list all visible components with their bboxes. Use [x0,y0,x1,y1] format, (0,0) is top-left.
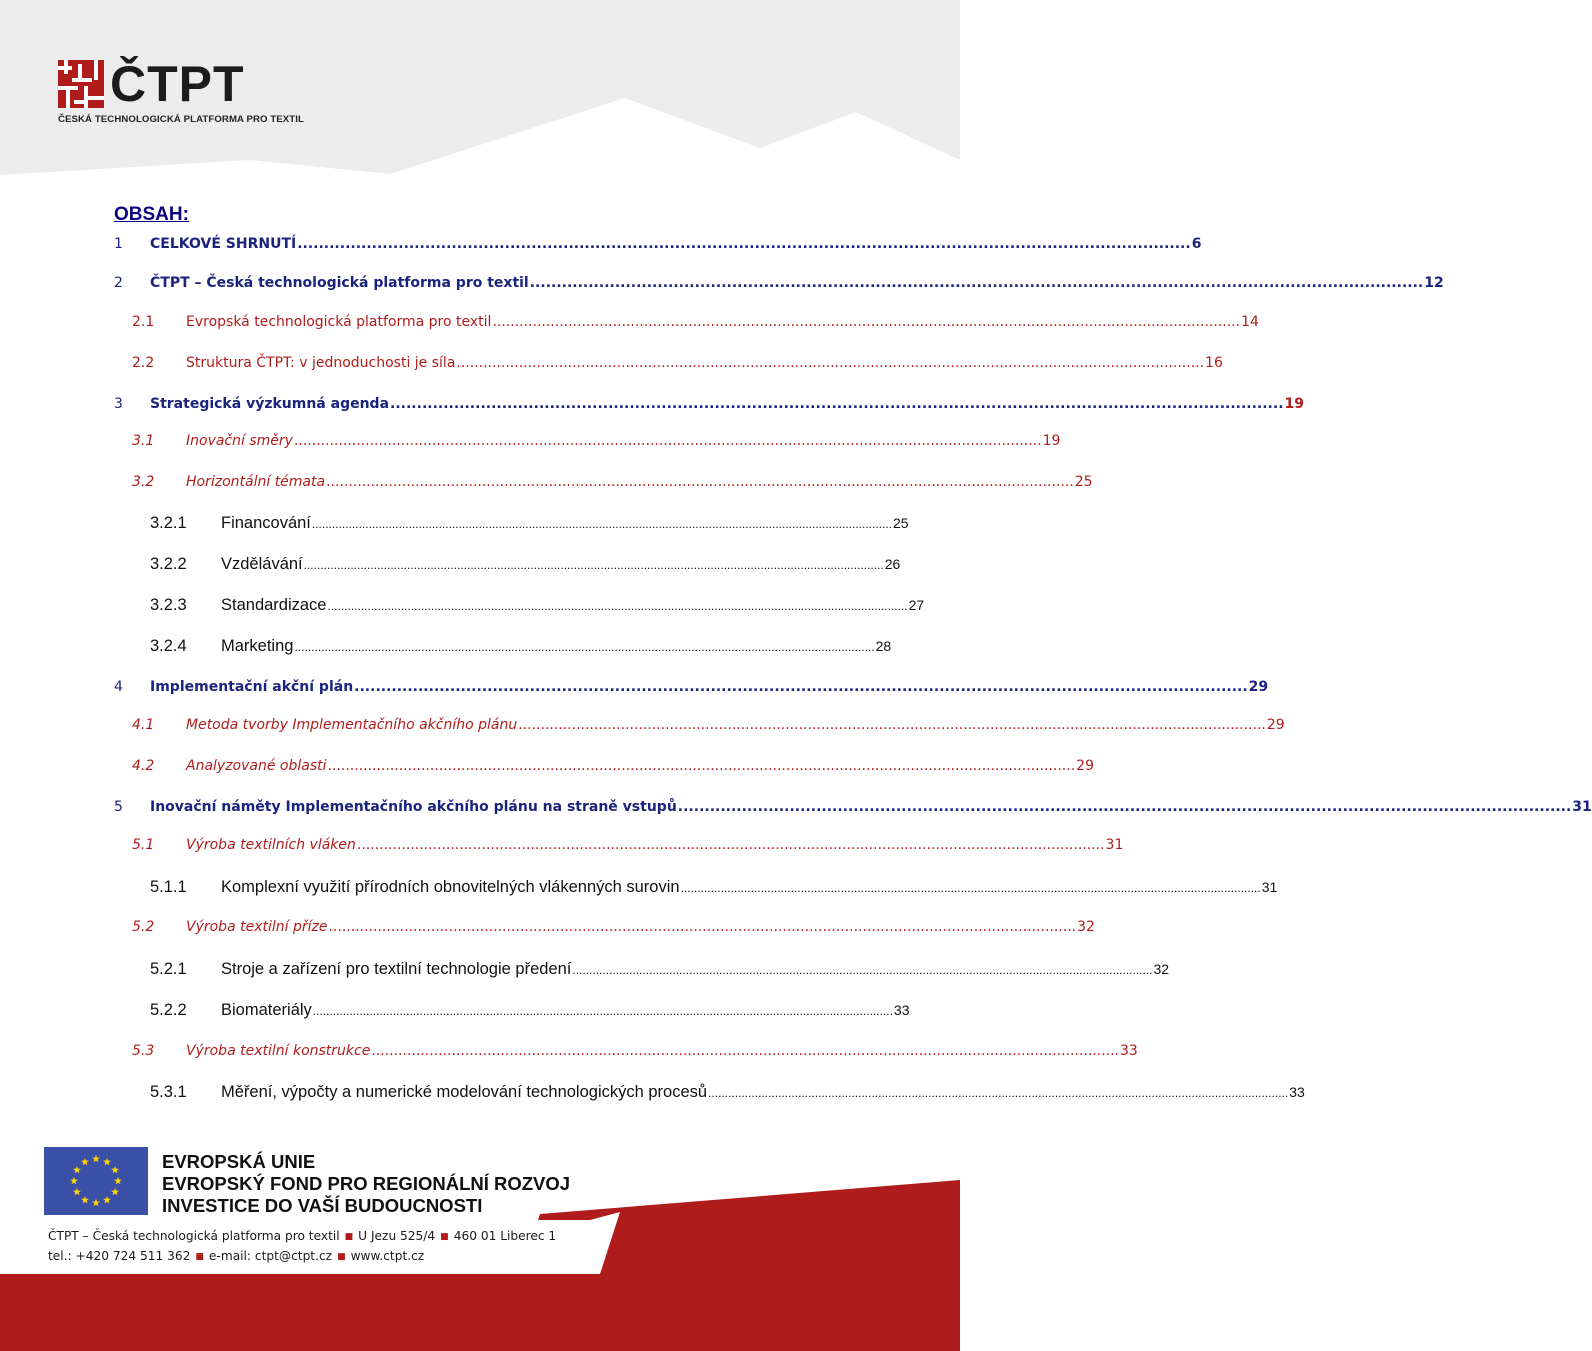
toc-entry-number: 3.2.1 [150,514,187,532]
toc-entry-number: 3 [114,396,123,412]
dot-leader: .............................................................................................................................................................................. [312,1004,893,1018]
toc-entry[interactable] [0,919,1095,943]
toc-entry-title: Biomateriály [221,1001,312,1019]
toc-entry-title: Výroba textilní konstrukce [186,1043,371,1059]
toc-entry-page: 31 [1261,879,1278,895]
toc-entry-title: Inovační směry [186,433,293,449]
dot-leader: ........................................................................................................................................................................ [456,355,1205,371]
toc-entry-title: CELKOVÉ SHRNUTÍ [150,236,297,252]
toc-entry-page: 16 [1205,355,1223,371]
dot-leader: .............................................................................................................................................................................. [294,640,875,654]
dot-leader: ........................................................................................................................................................................ [328,919,1077,935]
contact-email[interactable]: e-mail: ctpt@ctpt.cz [208,1249,333,1263]
toc-entry-number: 2.2 [132,355,155,371]
toc-entry-page: 29 [1076,758,1094,774]
toc-entry[interactable] [0,555,960,579]
contact-web[interactable]: www.ctpt.cz [350,1249,425,1263]
toc-entry[interactable] [0,275,1444,299]
toc-entry-page: 33 [1289,1084,1305,1100]
toc-entry-title: Měření, výpočty a numerické modelování technologických procesů [221,1083,708,1101]
toc-entry-title: ČTPT – Česká technologická platforma pro textil [150,275,529,291]
separator-square-icon: ■ [337,1252,346,1262]
dot-leader: ........................................................................................................................................................................ [371,1043,1119,1059]
toc-entry-page: 29 [1266,717,1285,733]
toc-entry-page: 32 [1153,961,1170,977]
toc-entry[interactable] [0,433,1061,457]
toc-entry[interactable] [0,1083,1305,1107]
toc-entry[interactable] [0,236,1202,260]
toc-entry-title: Vzdělávání [221,555,303,573]
dot-leader: ........................................................................................................................................................................ [356,837,1105,853]
toc-entry-page: 25 [893,515,909,531]
toc-entry-title: Analyzované oblasti [186,758,327,774]
toc-entry-title: Výroba textilních vláken [186,837,356,853]
logo-wordmark: ČTPT [110,56,245,112]
toc-entry-number: 5.1.1 [150,878,187,896]
dot-leader: .............................................................................................................................................................................. [303,558,884,572]
toc-entry-number: 2.1 [132,314,155,330]
dot-leader: .............................................................................................................................................................................. [680,881,1261,895]
toc-entry-number: 3.2.2 [150,555,187,573]
toc-heading: OBSAH: [114,204,189,225]
dot-leader: ........................................................................................................................................................................ [297,236,1191,252]
toc-entry[interactable] [0,758,1094,782]
toc-entry-title: Horizontální témata [186,474,326,490]
contact-org: ČTPT – Česká technologická platforma pro textil [48,1229,340,1243]
toc-entry[interactable] [0,837,1124,861]
toc-entry-number: 5 [114,799,123,815]
toc-entry-page: 12 [1424,275,1444,291]
toc-entry[interactable] [0,637,960,661]
contact-address: U Jezu 525/4 [358,1229,436,1243]
toc-entry-page: 33 [1120,1043,1138,1059]
toc-entry[interactable] [0,960,1170,984]
footer-contact-line-2 [48,1249,424,1263]
dot-leader: ........................................................................................................................................................................ [293,433,1042,449]
separator-square-icon: ■ [195,1252,204,1262]
toc-entry-page: 28 [875,638,892,654]
toc-entry[interactable] [0,596,960,620]
toc-entry-number: 3.2 [132,474,155,490]
logo-subtitle: ČESKÁ TECHNOLOGICKÁ PLATFORMA PRO TEXTIL [58,114,304,125]
toc-entry-number: 1 [114,236,123,252]
toc-entry-number: 5.2.1 [150,960,187,978]
dot-leader: ........................................................................................................................................................................ [677,799,1572,815]
toc-entry-title: Evropská technologická platforma pro textil [186,314,492,330]
eu-flag-icon [44,1147,148,1215]
toc-entry-page: 26 [884,556,901,572]
toc-entry-page: 19 [1042,433,1061,449]
dot-leader: ........................................................................................................................................................................ [327,758,1076,774]
dot-leader: ........................................................................................................................................................................ [390,396,1284,412]
toc-entry[interactable] [0,878,1278,902]
toc-entry[interactable] [0,1043,1138,1067]
toc-entry-number: 3.1 [132,433,155,449]
toc-entry-title: Struktura ČTPT: v jednoduchosti je síla [186,355,456,371]
toc-entry-number: 2 [114,275,123,291]
toc-entry-page: 31 [1105,837,1124,853]
dot-leader: ........................................................................................................................................................................ [518,717,1266,733]
toc-entry-page: 6 [1191,236,1202,252]
logo-pattern-icon [58,60,104,108]
toc-entry[interactable] [0,514,960,538]
toc-entry-title: Výroba textilní příze [186,919,328,935]
toc-entry-title: Inovační náměty Implementačního akčního plánu na straně vstupů [150,799,677,815]
dot-leader: .............................................................................................................................................................................. [327,599,908,613]
toc-entry-title: Marketing [221,637,294,655]
footer-contact-line-1 [48,1229,556,1243]
dot-leader: .............................................................................................................................................................................. [311,517,893,531]
dot-leader: ........................................................................................................................................................................ [529,275,1424,291]
toc-entry-number: 3.2.3 [150,596,187,614]
dot-leader: .............................................................................................................................................................................. [708,1086,1289,1100]
toc-entry-page: 31 [1572,799,1592,815]
toc-entry-title: Stroje a zařízení pro textilní technologie předení [221,960,572,978]
separator-square-icon: ■ [344,1232,354,1242]
toc-entry-number: 5.3 [132,1043,155,1059]
toc-entry[interactable] [0,679,1269,703]
contact-city: 460 01 Liberec 1 [453,1229,557,1243]
toc-entry[interactable] [0,396,1304,420]
toc-entry[interactable] [0,355,1223,379]
eu-line-3: INVESTICE DO VAŠÍ BUDOUCNOSTI [162,1195,483,1216]
toc-entry-number: 4.2 [132,758,155,774]
ctpt-logo [58,56,304,130]
toc-entry-title: Metoda tvorby Implementačního akčního plánu [186,717,518,733]
toc-entry-page: 14 [1241,314,1259,330]
toc-entry[interactable] [0,474,1093,498]
toc-entry-page: 32 [1077,919,1095,935]
dot-leader: ........................................................................................................................................................................ [492,314,1241,330]
toc-entry[interactable] [0,799,1592,823]
contact-phone: tel.: +420 724 511 362 [48,1249,191,1263]
dot-leader: ........................................................................................................................................................................ [326,474,1074,490]
toc-entry-number: 4 [114,679,123,695]
toc-entry-page: 29 [1248,679,1269,695]
toc-entry-page: 33 [893,1002,910,1018]
dot-leader: .............................................................................................................................................................................. [572,963,1153,977]
toc-entry-number: 3.2.4 [150,637,187,655]
toc-entry-title: Komplexní využití přírodních obnovitelných vlákenných surovin [221,878,680,896]
eu-line-1: EVROPSKÁ UNIE [162,1151,316,1172]
toc-entry-number: 5.3.1 [150,1083,187,1101]
dot-leader: ........................................................................................................................................................................ [354,679,1248,695]
toc-entry-number: 5.1 [132,837,155,853]
toc-entry-number: 4.1 [132,717,155,733]
toc-entry[interactable] [0,314,1259,338]
toc-entry[interactable] [0,717,1285,741]
toc-entry-title: Strategická výzkumná agenda [150,396,390,412]
toc-entry[interactable] [0,1001,960,1025]
toc-entry-page: 19 [1284,396,1304,412]
toc-entry-page: 25 [1074,474,1093,490]
separator-square-icon: ■ [440,1232,449,1242]
toc-entry-page: 27 [908,597,925,613]
toc-entry-number: 5.2 [132,919,155,935]
eu-line-2: EVROPSKÝ FOND PRO REGIONÁLNÍ ROZVOJ [162,1173,571,1194]
toc-entry-title: Financování [221,514,311,532]
toc-entry-title: Implementační akční plán [150,679,354,695]
toc-entry-number: 5.2.2 [150,1001,187,1019]
toc-entry-title: Standardizace [221,596,327,614]
